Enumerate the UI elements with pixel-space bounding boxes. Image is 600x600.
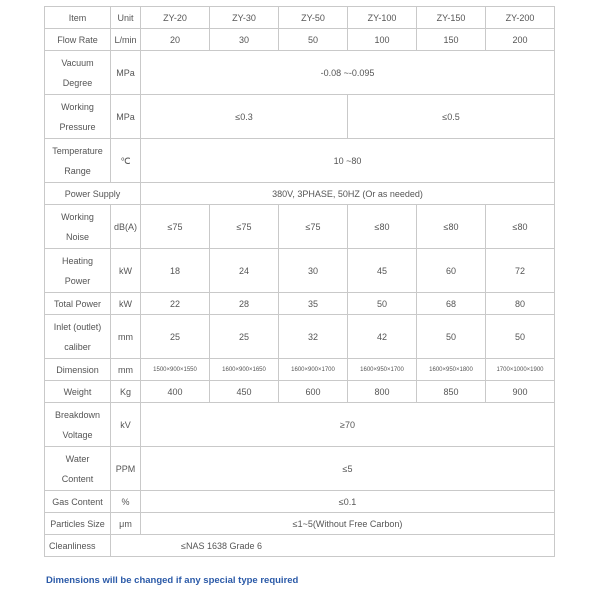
row-label-line: Breakdown xyxy=(54,409,101,420)
cell: 35 xyxy=(279,293,348,315)
cell: 200 xyxy=(486,29,555,51)
row-label-line: Noise xyxy=(65,231,89,242)
row-label-line: Working xyxy=(61,101,94,112)
cell: 68 xyxy=(417,293,486,315)
cell: 1600×950×1800 xyxy=(417,359,486,381)
row-unit: dB(A) xyxy=(111,205,141,249)
row-label-line: Voltage xyxy=(62,429,93,440)
row-working-pressure xyxy=(45,95,555,139)
row-label-line: Temperature xyxy=(52,145,103,156)
row-label-line: Vacuum xyxy=(61,57,94,68)
row-label xyxy=(45,403,111,447)
row-unit: mm xyxy=(111,315,141,359)
row-label: Particles Size xyxy=(45,513,111,535)
row-label-line: Water xyxy=(65,453,90,464)
row-gas-content xyxy=(45,491,555,513)
row-label-line: caliber xyxy=(64,341,91,352)
row-label-line: Working xyxy=(61,211,94,222)
row-particles-size xyxy=(45,513,555,535)
cell: ≤80 xyxy=(348,205,417,249)
cell: 72 xyxy=(486,249,555,293)
row-unit: % xyxy=(111,491,141,513)
header-model: ZY-200 xyxy=(486,7,555,29)
row-label xyxy=(45,205,111,249)
cell: ≤75 xyxy=(210,205,279,249)
cell: 1600×950×1700 xyxy=(348,359,417,381)
header-model: ZY-30 xyxy=(210,7,279,29)
row-unit: Kg xyxy=(111,381,141,403)
row-weight xyxy=(45,381,555,403)
cell: 400 xyxy=(141,381,210,403)
row-cleanliness xyxy=(45,535,555,557)
cell: 600 xyxy=(279,381,348,403)
cell: 30 xyxy=(210,29,279,51)
cell: 24 xyxy=(210,249,279,293)
cell-merged: 380V, 3PHASE, 50HZ (Or as needed) xyxy=(141,183,555,205)
cell: 1600×900×1700 xyxy=(279,359,348,381)
row-label: Flow Rate xyxy=(45,29,111,51)
row-flow-rate xyxy=(45,29,555,51)
row-unit: MPa xyxy=(111,51,141,95)
row-unit: PPM xyxy=(111,447,141,491)
cell: 50 xyxy=(417,315,486,359)
row-unit: MPa xyxy=(111,95,141,139)
row-unit: μm xyxy=(111,513,141,535)
row-label: Power Supply xyxy=(45,183,141,205)
cell: 900 xyxy=(486,381,555,403)
cell: ≤80 xyxy=(417,205,486,249)
cell-merged: ≤0.5 xyxy=(348,95,555,139)
header-model: ZY-50 xyxy=(279,7,348,29)
row-unit: kV xyxy=(111,403,141,447)
row-label: Gas Content xyxy=(45,491,111,513)
row-label xyxy=(45,249,111,293)
cell: ≤75 xyxy=(279,205,348,249)
cell-merged: ≤0.1 xyxy=(141,491,555,513)
row-label-line: Pressure xyxy=(59,121,96,132)
cell: 32 xyxy=(279,315,348,359)
cell: ≤80 xyxy=(486,205,555,249)
cell-merged: ≤NAS 1638 Grade 6 xyxy=(111,535,555,557)
header-item: Item xyxy=(45,7,111,29)
row-unit: ℃ xyxy=(111,139,141,183)
cell: 28 xyxy=(210,293,279,315)
cell-merged: ≤0.3 xyxy=(141,95,348,139)
cell: 18 xyxy=(141,249,210,293)
cell: 25 xyxy=(210,315,279,359)
row-label: Dimension xyxy=(45,359,111,381)
row-water-content xyxy=(45,447,555,491)
cell: 50 xyxy=(348,293,417,315)
cell: 22 xyxy=(141,293,210,315)
cell-merged: ≥70 xyxy=(141,403,555,447)
row-label: Cleanliness xyxy=(45,535,111,557)
row-label-line: Range xyxy=(64,165,91,176)
row-label xyxy=(45,95,111,139)
cell: 1700×1000×1900 xyxy=(486,359,555,381)
row-label-line: Heating xyxy=(61,255,94,266)
cell: 20 xyxy=(141,29,210,51)
row-vacuum-degree xyxy=(45,51,555,95)
cell: 100 xyxy=(348,29,417,51)
cell-merged: -0.08 ~-0.095 xyxy=(141,51,555,95)
header-unit: Unit xyxy=(111,7,141,29)
cell: 800 xyxy=(348,381,417,403)
row-working-noise xyxy=(45,205,555,249)
cell: 25 xyxy=(141,315,210,359)
row-label-line: Inlet (outlet) xyxy=(53,321,102,332)
row-label-line: Content xyxy=(61,473,94,484)
row-label: Total Power xyxy=(45,293,111,315)
row-unit: mm xyxy=(111,359,141,381)
cell: 42 xyxy=(348,315,417,359)
header-model: ZY-100 xyxy=(348,7,417,29)
row-unit: kW xyxy=(111,293,141,315)
cell: 850 xyxy=(417,381,486,403)
row-label xyxy=(45,51,111,95)
footnote: Dimensions will be changed if any special type required xyxy=(46,575,299,586)
spec-table xyxy=(44,6,555,557)
cell: 50 xyxy=(279,29,348,51)
cell: 1600×900×1650 xyxy=(210,359,279,381)
header-model: ZY-20 xyxy=(141,7,210,29)
row-power-supply xyxy=(45,183,555,205)
row-unit: kW xyxy=(111,249,141,293)
row-label: Weight xyxy=(45,381,111,403)
row-label-line: Power xyxy=(64,275,91,286)
cell: 45 xyxy=(348,249,417,293)
row-heating-power xyxy=(45,249,555,293)
row-temperature-range xyxy=(45,139,555,183)
cell: 50 xyxy=(486,315,555,359)
cell-merged: 10 ~80 xyxy=(141,139,555,183)
cell: 450 xyxy=(210,381,279,403)
header-row xyxy=(45,7,555,29)
header-model: ZY-150 xyxy=(417,7,486,29)
row-inlet-caliber xyxy=(45,315,555,359)
cell: 150 xyxy=(417,29,486,51)
row-label xyxy=(45,447,111,491)
row-label xyxy=(45,315,111,359)
cell-merged: ≤5 xyxy=(141,447,555,491)
row-unit: L/min xyxy=(111,29,141,51)
row-dimension xyxy=(45,359,555,381)
row-total-power xyxy=(45,293,555,315)
cell: 80 xyxy=(486,293,555,315)
row-label-line: Degree xyxy=(62,77,93,88)
cell: 1500×900×1550 xyxy=(141,359,210,381)
row-label xyxy=(45,139,111,183)
cell: 30 xyxy=(279,249,348,293)
cell-merged: ≤1~5(Without Free Carbon) xyxy=(141,513,555,535)
cell: ≤75 xyxy=(141,205,210,249)
row-breakdown-voltage xyxy=(45,403,555,447)
cell: 60 xyxy=(417,249,486,293)
